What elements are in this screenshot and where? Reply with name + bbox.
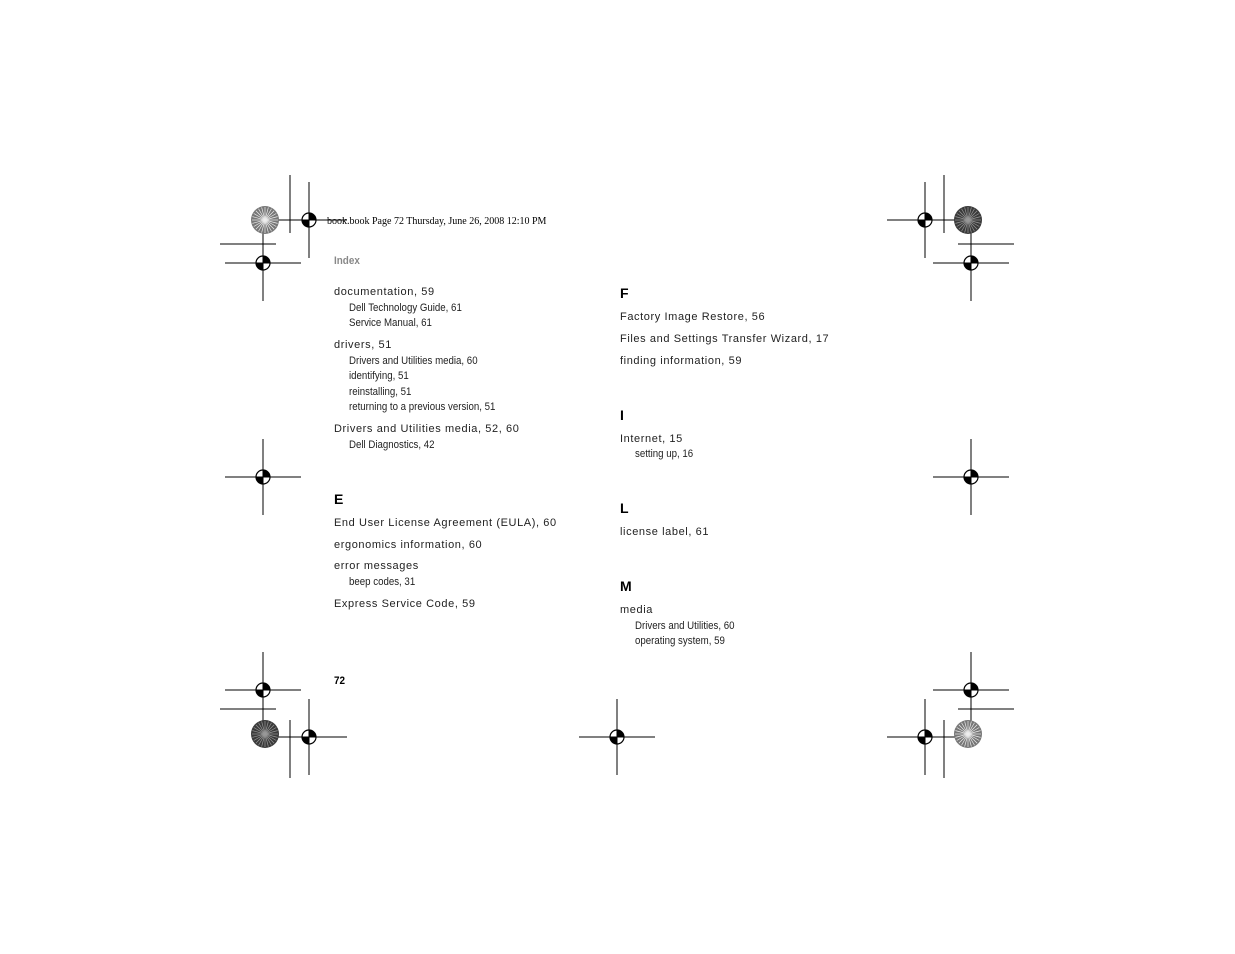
page-number: 72 [334, 675, 346, 687]
index-entry: media [620, 604, 653, 616]
registration-mark-icon [964, 690, 971, 697]
registration-mark-icon [971, 256, 978, 263]
running-head: Index [334, 255, 360, 267]
registration-mark-icon [617, 730, 624, 737]
index-subentry: Drivers and Utilities media, 60 [349, 355, 478, 367]
registration-mark-icon [263, 470, 270, 477]
index-entry: ergonomics information, 60 [334, 539, 483, 551]
index-subentry: reinstalling, 51 [349, 386, 412, 398]
registration-mark-icon [918, 220, 925, 227]
registration-mark-icon [971, 470, 978, 477]
index-entry: license label, 61 [620, 526, 710, 538]
index-subentry: Dell Technology Guide, 61 [349, 302, 462, 314]
registration-mark-icon [610, 737, 617, 744]
registration-mark-icon [256, 690, 263, 697]
registration-mark-icon [256, 263, 263, 270]
section-letter: I [620, 407, 624, 423]
registration-mark-icon [925, 730, 932, 737]
registration-mark-icon [309, 730, 316, 737]
index-subentry: returning to a previous version, 51 [349, 401, 496, 413]
registration-mark-icon [309, 213, 316, 220]
registration-mark-icon [302, 220, 309, 227]
registration-mark-icon [256, 477, 263, 484]
section-letter: L [620, 500, 629, 516]
print-slug: book.book Page 72 Thursday, June 26, 2008 12:10 PM [327, 216, 547, 227]
index-entry: Drivers and Utilities media, 52, 60 [334, 423, 520, 435]
index-entry: documentation, 59 [334, 286, 435, 298]
registration-mark-icon [964, 263, 971, 270]
index-entry: finding information, 59 [620, 355, 743, 367]
registration-mark-icon [263, 256, 270, 263]
registration-mark-icon [302, 737, 309, 744]
registration-mark-icon [964, 477, 971, 484]
section-letter: F [620, 285, 629, 301]
index-entry: error messages [334, 560, 419, 572]
index-subentry: Dell Diagnostics, 42 [349, 439, 435, 451]
index-entry: drivers, 51 [334, 339, 392, 351]
index-entry: Express Service Code, 59 [334, 598, 476, 610]
registration-mark-icon [925, 213, 932, 220]
index-entry: Factory Image Restore, 56 [620, 311, 766, 323]
index-subentry: beep codes, 31 [349, 576, 416, 588]
registration-mark-icon [918, 737, 925, 744]
index-subentry: setting up, 16 [635, 448, 694, 460]
index-subentry: operating system, 59 [635, 635, 725, 647]
index-subentry: identifying, 51 [349, 370, 409, 382]
index-entry: Files and Settings Transfer Wizard, 17 [620, 333, 830, 345]
section-letter: M [620, 578, 632, 594]
registration-mark-icon [971, 683, 978, 690]
registration-mark-icon [263, 683, 270, 690]
index-entry: Internet, 15 [620, 433, 683, 445]
index-subentry: Service Manual, 61 [349, 317, 432, 329]
index-entry: End User License Agreement (EULA), 60 [334, 517, 557, 529]
index-subentry: Drivers and Utilities, 60 [635, 620, 735, 632]
section-letter: E [334, 491, 344, 507]
